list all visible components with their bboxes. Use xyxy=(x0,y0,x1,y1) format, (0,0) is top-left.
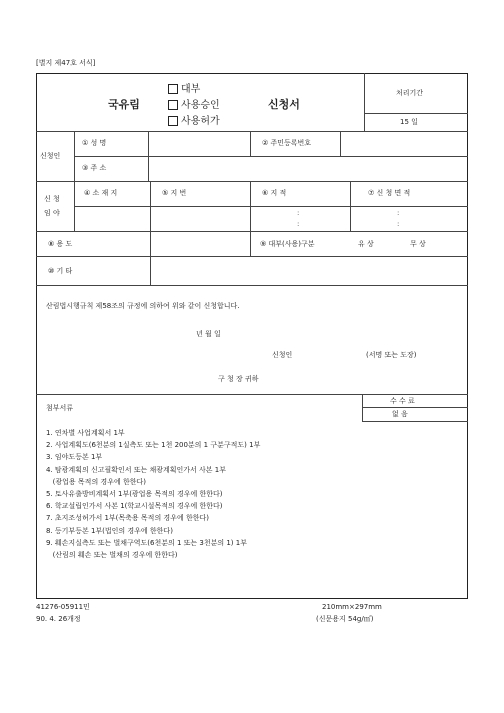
fee-label: 수 수 료 xyxy=(390,397,415,405)
list-item: 7. 초지조성허가서 1부(목축용 목적의 경우에 한한다) xyxy=(46,514,209,523)
statement-text: 산림법시행규칙 제58조의 규정에 의하여 위와 같이 신청합니다. xyxy=(46,302,240,310)
processing-period-label: 처리기간 xyxy=(396,89,424,97)
list-item: (광업용 목적의 경우에 한한다) xyxy=(46,477,146,486)
title-suffix: 신청서 xyxy=(268,98,300,111)
checkbox-icon xyxy=(168,84,178,94)
list-item: 2. 사업계획도(6천분의 1실측도 또는 1천 200분의 1 구분구적도) 1부 xyxy=(46,441,261,450)
land-area-colon-1: : xyxy=(297,209,300,217)
land-area-field[interactable] xyxy=(254,209,346,229)
resident-number-field[interactable] xyxy=(344,134,464,154)
name-field[interactable] xyxy=(152,134,246,154)
list-item: 9. 훼손지실측도 또는 벌채구역도(6천분의 1 또는 3천분의 1) 1부 xyxy=(46,538,247,547)
attachment-list xyxy=(46,430,376,564)
location-field[interactable] xyxy=(78,209,146,229)
date-line: 년 월 일 xyxy=(196,330,221,338)
option-use-approval[interactable] xyxy=(168,96,220,111)
land-area-colon-2: : xyxy=(297,220,300,228)
paper-size: 210mm×297mm xyxy=(322,603,382,611)
lot-number-field[interactable] xyxy=(154,209,246,229)
revision-date: 90. 4. 26개정 xyxy=(36,615,81,623)
list-item: (산림의 훼손 또는 벌채의 경우에 한한다) xyxy=(46,550,178,559)
other-field[interactable] xyxy=(154,260,464,282)
form-number-note: [별지 제47호 서식] xyxy=(36,59,96,67)
address-field[interactable] xyxy=(152,159,464,179)
list-item: 6. 학교설립인가서 사본 1(학교시설목적의 경우에 한한다) xyxy=(46,502,223,511)
option-lease[interactable] xyxy=(168,80,200,95)
applicant-section-label: 신청인 xyxy=(40,152,61,160)
checkbox-icon xyxy=(168,116,178,126)
other-label: ⑩ 기 타 xyxy=(48,267,73,275)
fee-value: 없 음 xyxy=(392,410,408,418)
list-item: 3. 임야도등본 1부 xyxy=(46,453,103,462)
form-code: 41276-05911민 xyxy=(36,603,90,611)
signature-note: (서명 또는 도장) xyxy=(366,351,417,359)
requested-area-field[interactable] xyxy=(354,209,464,229)
usage-field[interactable] xyxy=(154,234,246,254)
resident-number-label: ② 주민등록번호 xyxy=(262,139,312,147)
option-lease-label: 대부 xyxy=(181,84,201,95)
address-label: ③ 주 소 xyxy=(82,164,107,172)
lease-type-label: ⑨ 대부(사용)구분 xyxy=(260,240,315,248)
list-item: 5. 토사유출방비계획서 1부(광업용 목적의 경우에 한한다) xyxy=(46,489,223,498)
list-item: 1. 연차별 사업계획서 1부 xyxy=(46,429,125,437)
location-label: ④ 소 재 지 xyxy=(84,189,118,197)
addressee: 구 청 장 귀하 xyxy=(218,375,259,383)
option-use-permit[interactable] xyxy=(168,112,220,127)
attachments-title: 첨부서류 xyxy=(46,404,74,412)
requested-area-colon-2: : xyxy=(397,220,400,228)
lot-number-label: ⑤ 지 번 xyxy=(162,189,187,197)
paid-option[interactable]: 유 상 xyxy=(358,240,374,248)
list-item: 4. 탐광계획의 신고필확인서 또는 채광계획인가서 사본 1부 xyxy=(46,465,227,474)
checkbox-icon xyxy=(168,100,178,110)
name-label: ① 성 명 xyxy=(82,139,107,147)
land-area-label: ⑥ 지 적 xyxy=(262,189,287,197)
title-prefix: 국유림 xyxy=(108,98,140,111)
forest-section-label-1: 신 청 xyxy=(44,195,60,203)
requested-area-colon-1: : xyxy=(397,209,400,217)
forest-section-label-2: 임 야 xyxy=(44,209,60,217)
signer-label: 신청인 xyxy=(272,351,293,359)
requested-area-label: ⑦ 신 청 면 적 xyxy=(368,189,411,197)
list-item: 8. 등기부등본 1부(법인의 경우에 한한다) xyxy=(46,526,173,535)
option-use-permit-label: 사용허가 xyxy=(181,116,220,127)
usage-label: ⑧ 용 도 xyxy=(48,240,73,248)
processing-period-value: 15 일 xyxy=(400,118,418,126)
paper-type: (신문용지 54g/㎡) xyxy=(316,615,374,623)
option-use-approval-label: 사용승인 xyxy=(181,100,220,111)
free-option[interactable]: 무 상 xyxy=(410,240,426,248)
